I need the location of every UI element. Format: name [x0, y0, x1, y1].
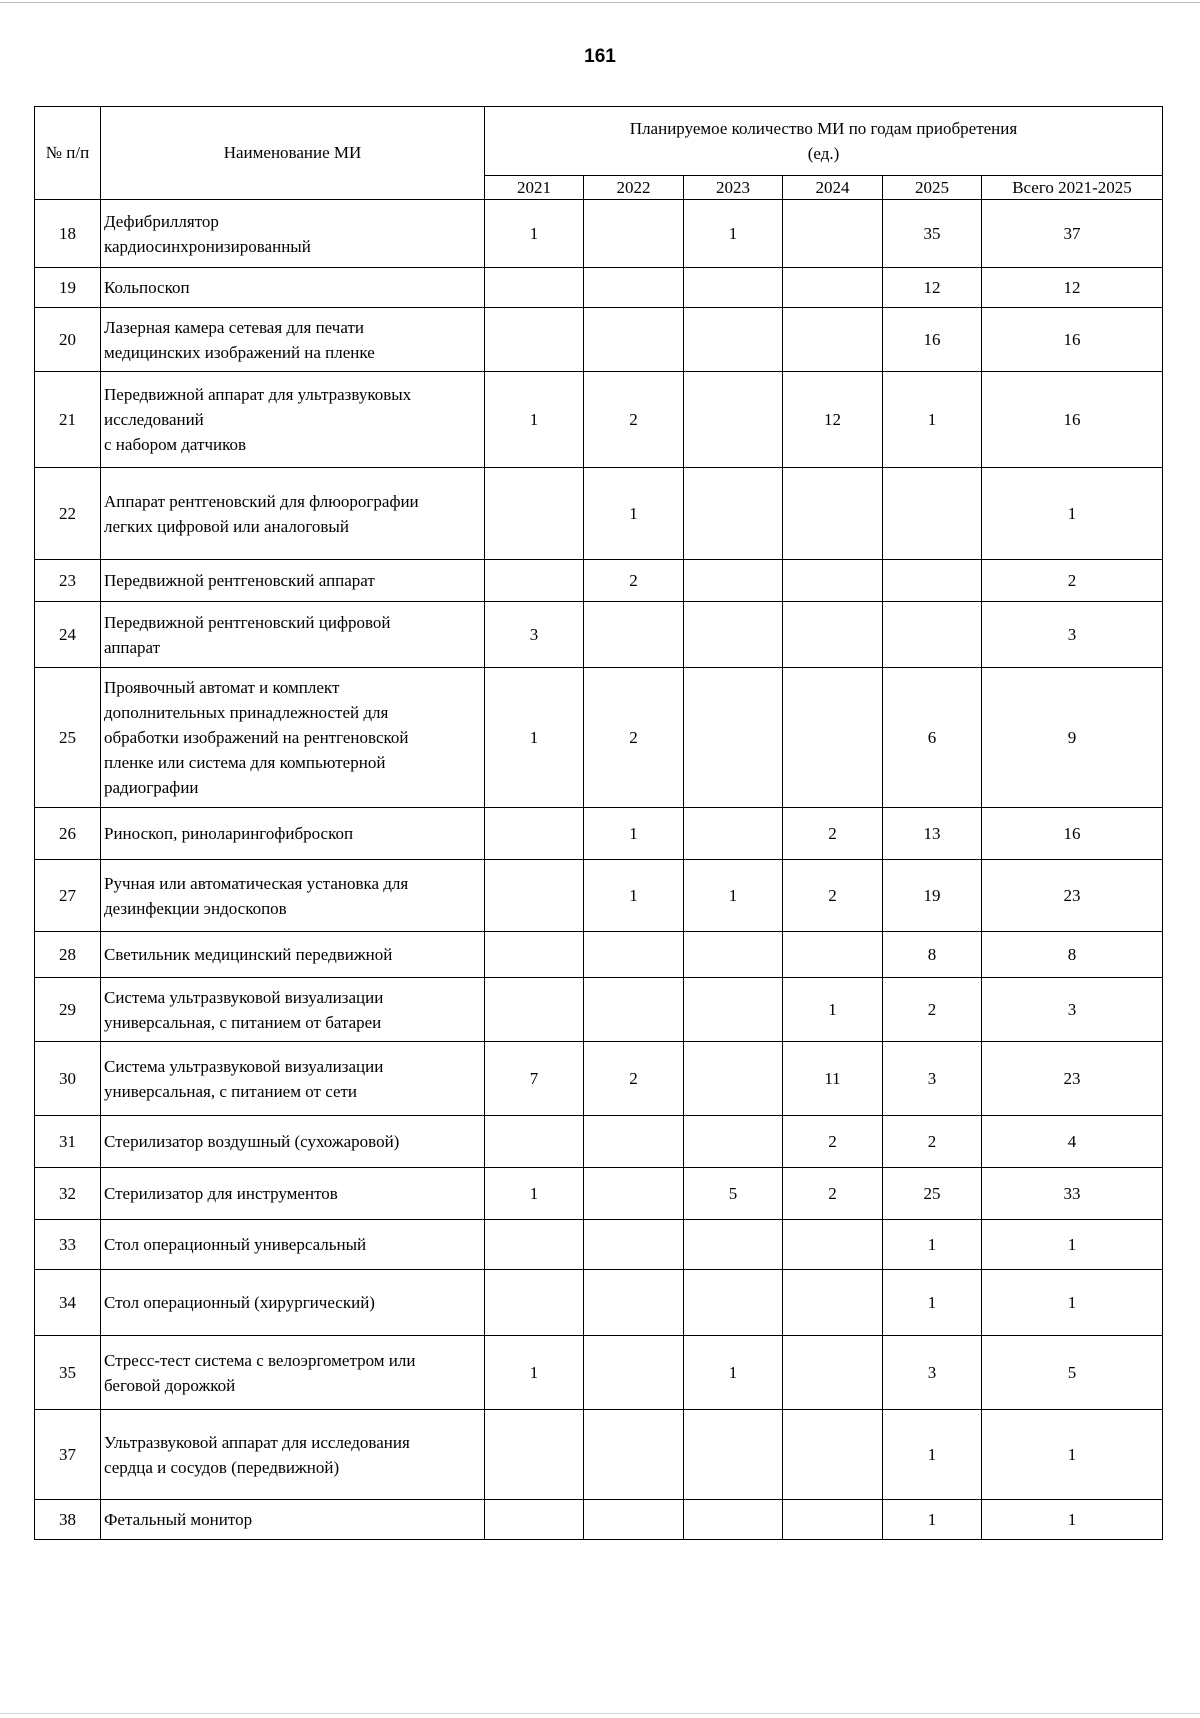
equipment-name — [101, 308, 485, 372]
row-number: 34 — [35, 1270, 101, 1336]
year-quantity-cell — [684, 808, 783, 860]
equipment-name-line: Ручная или автоматическая установка для — [104, 873, 409, 893]
year-quantity-cell: 6 — [883, 668, 982, 808]
year-quantity-cell: 1 — [883, 1270, 982, 1336]
header-year: 2024 — [783, 176, 883, 200]
year-quantity-cell — [485, 1410, 584, 1500]
year-quantity-cell — [783, 200, 883, 268]
total-cell: 5 — [982, 1336, 1163, 1410]
year-quantity-cell: 2 — [584, 372, 684, 468]
total-cell: 2 — [982, 560, 1163, 602]
year-quantity-cell: 5 — [684, 1168, 783, 1220]
equipment-name-line: Проявочный автомат и комплект — [104, 678, 340, 697]
equipment-name-line: сердца и сосудов (передвижной) — [104, 1457, 340, 1477]
equipment-name — [101, 1168, 485, 1220]
year-quantity-cell: 3 — [485, 602, 584, 668]
equipment-name — [101, 932, 485, 978]
equipment-name-line: легких цифровой или аналоговый — [104, 516, 349, 536]
year-quantity-cell: 11 — [783, 1042, 883, 1116]
year-quantity-cell: 1 — [883, 1220, 982, 1270]
year-quantity-cell — [684, 1220, 783, 1270]
header-total: Всего 2021-2025 — [982, 176, 1163, 200]
equipment-name-line: универсальная, с питанием от сети — [104, 1081, 358, 1101]
row-number: 19 — [35, 268, 101, 308]
total-cell: 4 — [982, 1116, 1163, 1168]
table-row — [35, 1220, 1163, 1270]
equipment-name-line: Светильник медицинский передвижной — [104, 945, 393, 964]
year-quantity-cell: 2 — [584, 560, 684, 602]
total-cell: 12 — [982, 268, 1163, 308]
equipment-name-line: с набором датчиков — [104, 435, 247, 454]
total-cell: 37 — [982, 200, 1163, 268]
year-quantity-cell: 16 — [883, 308, 982, 372]
year-quantity-cell — [783, 1410, 883, 1500]
row-number: 25 — [35, 668, 101, 808]
equipment-name — [101, 468, 485, 560]
equipment-name — [101, 808, 485, 860]
year-quantity-cell: 2 — [783, 1116, 883, 1168]
total-cell: 1 — [982, 1410, 1163, 1500]
year-quantity-cell: 13 — [883, 808, 982, 860]
year-quantity-cell — [485, 1220, 584, 1270]
total-cell: 33 — [982, 1168, 1163, 1220]
table-row — [35, 468, 1163, 560]
year-quantity-cell: 1 — [684, 1336, 783, 1410]
header-planned-unit: (ед.) — [807, 144, 840, 163]
equipment-name — [101, 560, 485, 602]
total-cell: 8 — [982, 932, 1163, 978]
header-year: 2022 — [584, 176, 684, 200]
year-quantity-cell — [684, 1500, 783, 1540]
total-cell: 16 — [982, 372, 1163, 468]
equipment-name-line: Система ультразвуковой визуализации — [104, 987, 384, 1007]
scan-edge-bottom — [0, 1713, 1200, 1714]
total-cell: 16 — [982, 308, 1163, 372]
table-row — [35, 1168, 1163, 1220]
equipment-name-line: универсальная, с питанием от батареи — [104, 1012, 382, 1032]
table-row — [35, 560, 1163, 602]
table-row — [35, 308, 1163, 372]
year-quantity-cell — [584, 1410, 684, 1500]
year-quantity-cell: 1 — [485, 1336, 584, 1410]
year-quantity-cell: 2 — [783, 860, 883, 932]
equipment-name-line: Стол операционный (хирургический) — [104, 1293, 375, 1312]
year-quantity-cell — [584, 1270, 684, 1336]
row-number: 22 — [35, 468, 101, 560]
year-quantity-cell — [584, 200, 684, 268]
table-row — [35, 1500, 1163, 1540]
year-quantity-cell — [584, 308, 684, 372]
year-quantity-cell: 1 — [485, 668, 584, 808]
equipment-name — [101, 1270, 485, 1336]
year-quantity-cell: 35 — [883, 200, 982, 268]
header-year: 2021 — [485, 176, 584, 200]
year-quantity-cell — [783, 468, 883, 560]
table-row — [35, 860, 1163, 932]
year-quantity-cell — [684, 978, 783, 1042]
row-number: 24 — [35, 602, 101, 668]
equipment-name-line: Передвижной рентгеновский цифровой — [104, 612, 391, 632]
table-row — [35, 1042, 1163, 1116]
year-quantity-cell — [783, 1336, 883, 1410]
total-cell: 23 — [982, 860, 1163, 932]
year-quantity-cell: 3 — [883, 1042, 982, 1116]
total-cell: 1 — [982, 1220, 1163, 1270]
year-quantity-cell — [684, 372, 783, 468]
equipment-name — [101, 602, 485, 668]
table-row — [35, 668, 1163, 808]
row-number: 26 — [35, 808, 101, 860]
table-row — [35, 372, 1163, 468]
year-quantity-cell — [485, 1500, 584, 1540]
year-quantity-cell — [783, 268, 883, 308]
equipment-name — [101, 860, 485, 932]
year-quantity-cell: 2 — [783, 808, 883, 860]
equipment-name-line: радиографии — [104, 778, 199, 797]
year-quantity-cell: 1 — [584, 808, 684, 860]
year-quantity-cell: 1 — [883, 372, 982, 468]
total-cell: 1 — [982, 1270, 1163, 1336]
header-planned — [485, 107, 1163, 176]
equipment-name-line: кардиосинхронизированный — [104, 236, 311, 256]
row-number: 32 — [35, 1168, 101, 1220]
page-number: 161 — [584, 46, 616, 67]
year-quantity-cell — [783, 932, 883, 978]
year-quantity-cell — [485, 932, 584, 978]
year-quantity-cell — [684, 1270, 783, 1336]
equipment-name — [101, 1220, 485, 1270]
equipment-name — [101, 1042, 485, 1116]
year-quantity-cell — [684, 602, 783, 668]
year-quantity-cell: 1 — [485, 372, 584, 468]
year-quantity-cell — [584, 932, 684, 978]
year-quantity-cell — [584, 978, 684, 1042]
year-quantity-cell: 19 — [883, 860, 982, 932]
row-number: 27 — [35, 860, 101, 932]
total-cell: 16 — [982, 808, 1163, 860]
equipment-name-line: Аппарат рентгеновский для флюорографии — [104, 491, 419, 511]
equipment-name — [101, 268, 485, 308]
table-row — [35, 1270, 1163, 1336]
total-cell: 23 — [982, 1042, 1163, 1116]
year-quantity-cell: 2 — [584, 668, 684, 808]
total-cell: 9 — [982, 668, 1163, 808]
year-quantity-cell — [485, 1270, 584, 1336]
equipment-name-line: Стресс-тест система с велоэргометром или — [104, 1350, 416, 1370]
year-quantity-cell: 2 — [584, 1042, 684, 1116]
year-quantity-cell — [584, 268, 684, 308]
table-row — [35, 1410, 1163, 1500]
equipment-name — [101, 200, 485, 268]
equipment-name-line: Стол операционный универсальный — [104, 1235, 367, 1254]
equipment-name-line: Дефибриллятор — [104, 211, 219, 231]
year-quantity-cell — [783, 1270, 883, 1336]
year-quantity-cell — [485, 808, 584, 860]
year-quantity-cell — [485, 560, 584, 602]
year-quantity-cell: 3 — [883, 1336, 982, 1410]
year-quantity-cell — [584, 602, 684, 668]
header-year: 2023 — [684, 176, 783, 200]
year-quantity-cell: 1 — [684, 200, 783, 268]
row-number: 20 — [35, 308, 101, 372]
year-quantity-cell — [684, 932, 783, 978]
year-quantity-cell — [883, 560, 982, 602]
equipment-name-line: дезинфекции эндоскопов — [104, 898, 287, 918]
table-row — [35, 808, 1163, 860]
header-name: Наименование МИ — [101, 107, 485, 200]
year-quantity-cell — [783, 560, 883, 602]
year-quantity-cell — [584, 1168, 684, 1220]
total-cell: 3 — [982, 978, 1163, 1042]
header-planned-title: Планируемое количество МИ по годам приобретения — [629, 119, 1018, 138]
equipment-name — [101, 1410, 485, 1500]
total-cell: 1 — [982, 468, 1163, 560]
year-quantity-cell — [485, 1116, 584, 1168]
year-quantity-cell — [584, 1116, 684, 1168]
year-quantity-cell — [485, 268, 584, 308]
row-number: 30 — [35, 1042, 101, 1116]
year-quantity-cell — [684, 1042, 783, 1116]
equipment-name — [101, 1336, 485, 1410]
year-quantity-cell — [783, 602, 883, 668]
year-quantity-cell: 1 — [584, 468, 684, 560]
year-quantity-cell — [684, 268, 783, 308]
row-number: 29 — [35, 978, 101, 1042]
equipment-name — [101, 1500, 485, 1540]
total-cell: 3 — [982, 602, 1163, 668]
header-num: № п/п — [35, 107, 101, 200]
equipment-name-line: Система ультразвуковой визуализации — [104, 1056, 384, 1076]
year-quantity-cell: 8 — [883, 932, 982, 978]
year-quantity-cell — [584, 1500, 684, 1540]
row-number: 35 — [35, 1336, 101, 1410]
year-quantity-cell — [485, 308, 584, 372]
year-quantity-cell: 1 — [584, 860, 684, 932]
row-number: 37 — [35, 1410, 101, 1500]
scan-edge-top — [0, 2, 1200, 3]
year-quantity-cell — [684, 668, 783, 808]
equipment-name-line: аппарат — [104, 637, 161, 657]
year-quantity-cell — [783, 308, 883, 372]
equipment-name-line: Ультразвуковой аппарат для исследования — [104, 1432, 410, 1452]
equipment-name — [101, 668, 485, 808]
header-year: 2025 — [883, 176, 982, 200]
equipment-name-line: Лазерная камера сетевая для печати — [104, 317, 364, 337]
year-quantity-cell — [783, 1500, 883, 1540]
row-number: 38 — [35, 1500, 101, 1540]
table-row — [35, 602, 1163, 668]
equipment-name-line: Фетальный монитор — [104, 1510, 253, 1529]
equipment-name-line: Стерилизатор воздушный (сухожаровой) — [104, 1132, 400, 1151]
equipment-name — [101, 372, 485, 468]
equipment-name — [101, 1116, 485, 1168]
year-quantity-cell: 2 — [783, 1168, 883, 1220]
year-quantity-cell — [684, 1116, 783, 1168]
table-row — [35, 978, 1163, 1042]
row-number: 18 — [35, 200, 101, 268]
equipment-name-line: обработки изображений на рентгеновской — [104, 728, 409, 747]
row-number: 28 — [35, 932, 101, 978]
equipment-name-line: Риноскоп, риноларингофиброскоп — [104, 824, 354, 843]
year-quantity-cell: 1 — [783, 978, 883, 1042]
row-number: 33 — [35, 1220, 101, 1270]
year-quantity-cell: 1 — [684, 860, 783, 932]
year-quantity-cell: 1 — [883, 1500, 982, 1540]
year-quantity-cell — [883, 602, 982, 668]
table-row — [35, 200, 1163, 268]
equipment-name-line: Стерилизатор для инструментов — [104, 1184, 338, 1203]
year-quantity-cell: 2 — [883, 1116, 982, 1168]
equipment-name-line: пленке или система для компьютерной — [104, 753, 386, 772]
table-row — [35, 268, 1163, 308]
year-quantity-cell: 7 — [485, 1042, 584, 1116]
year-quantity-cell: 12 — [883, 268, 982, 308]
table-row — [35, 932, 1163, 978]
year-quantity-cell — [485, 468, 584, 560]
table-row — [35, 1336, 1163, 1410]
row-number: 31 — [35, 1116, 101, 1168]
table-body — [35, 200, 1163, 1540]
equipment-name-line: медицинских изображений на пленке — [104, 342, 375, 362]
equipment-name-line: Кольпоскоп — [104, 278, 190, 297]
year-quantity-cell — [684, 468, 783, 560]
equipment-name-line: беговой дорожкой — [104, 1375, 236, 1395]
equipment-name-line: исследований — [104, 410, 204, 429]
year-quantity-cell — [684, 308, 783, 372]
year-quantity-cell — [783, 668, 883, 808]
equipment-name-line: Передвижной аппарат для ультразвуковых — [104, 385, 412, 404]
year-quantity-cell — [485, 978, 584, 1042]
year-quantity-cell — [584, 1336, 684, 1410]
year-quantity-cell — [783, 1220, 883, 1270]
year-quantity-cell — [584, 1220, 684, 1270]
year-quantity-cell: 25 — [883, 1168, 982, 1220]
total-cell: 1 — [982, 1500, 1163, 1540]
year-quantity-cell: 1 — [485, 200, 584, 268]
equipment-name — [101, 978, 485, 1042]
year-quantity-cell — [883, 468, 982, 560]
year-quantity-cell: 2 — [883, 978, 982, 1042]
year-quantity-cell: 1 — [485, 1168, 584, 1220]
table-row — [35, 1116, 1163, 1168]
row-number: 23 — [35, 560, 101, 602]
equipment-name-line: дополнительных принадлежностей для — [104, 703, 389, 722]
equipment-name-line: Передвижной рентгеновский аппарат — [104, 571, 375, 590]
year-quantity-cell — [485, 860, 584, 932]
medical-equipment-table — [34, 106, 1163, 1540]
year-quantity-cell — [684, 560, 783, 602]
year-quantity-cell: 1 — [883, 1410, 982, 1500]
year-quantity-cell: 12 — [783, 372, 883, 468]
year-quantity-cell — [684, 1410, 783, 1500]
row-number: 21 — [35, 372, 101, 468]
